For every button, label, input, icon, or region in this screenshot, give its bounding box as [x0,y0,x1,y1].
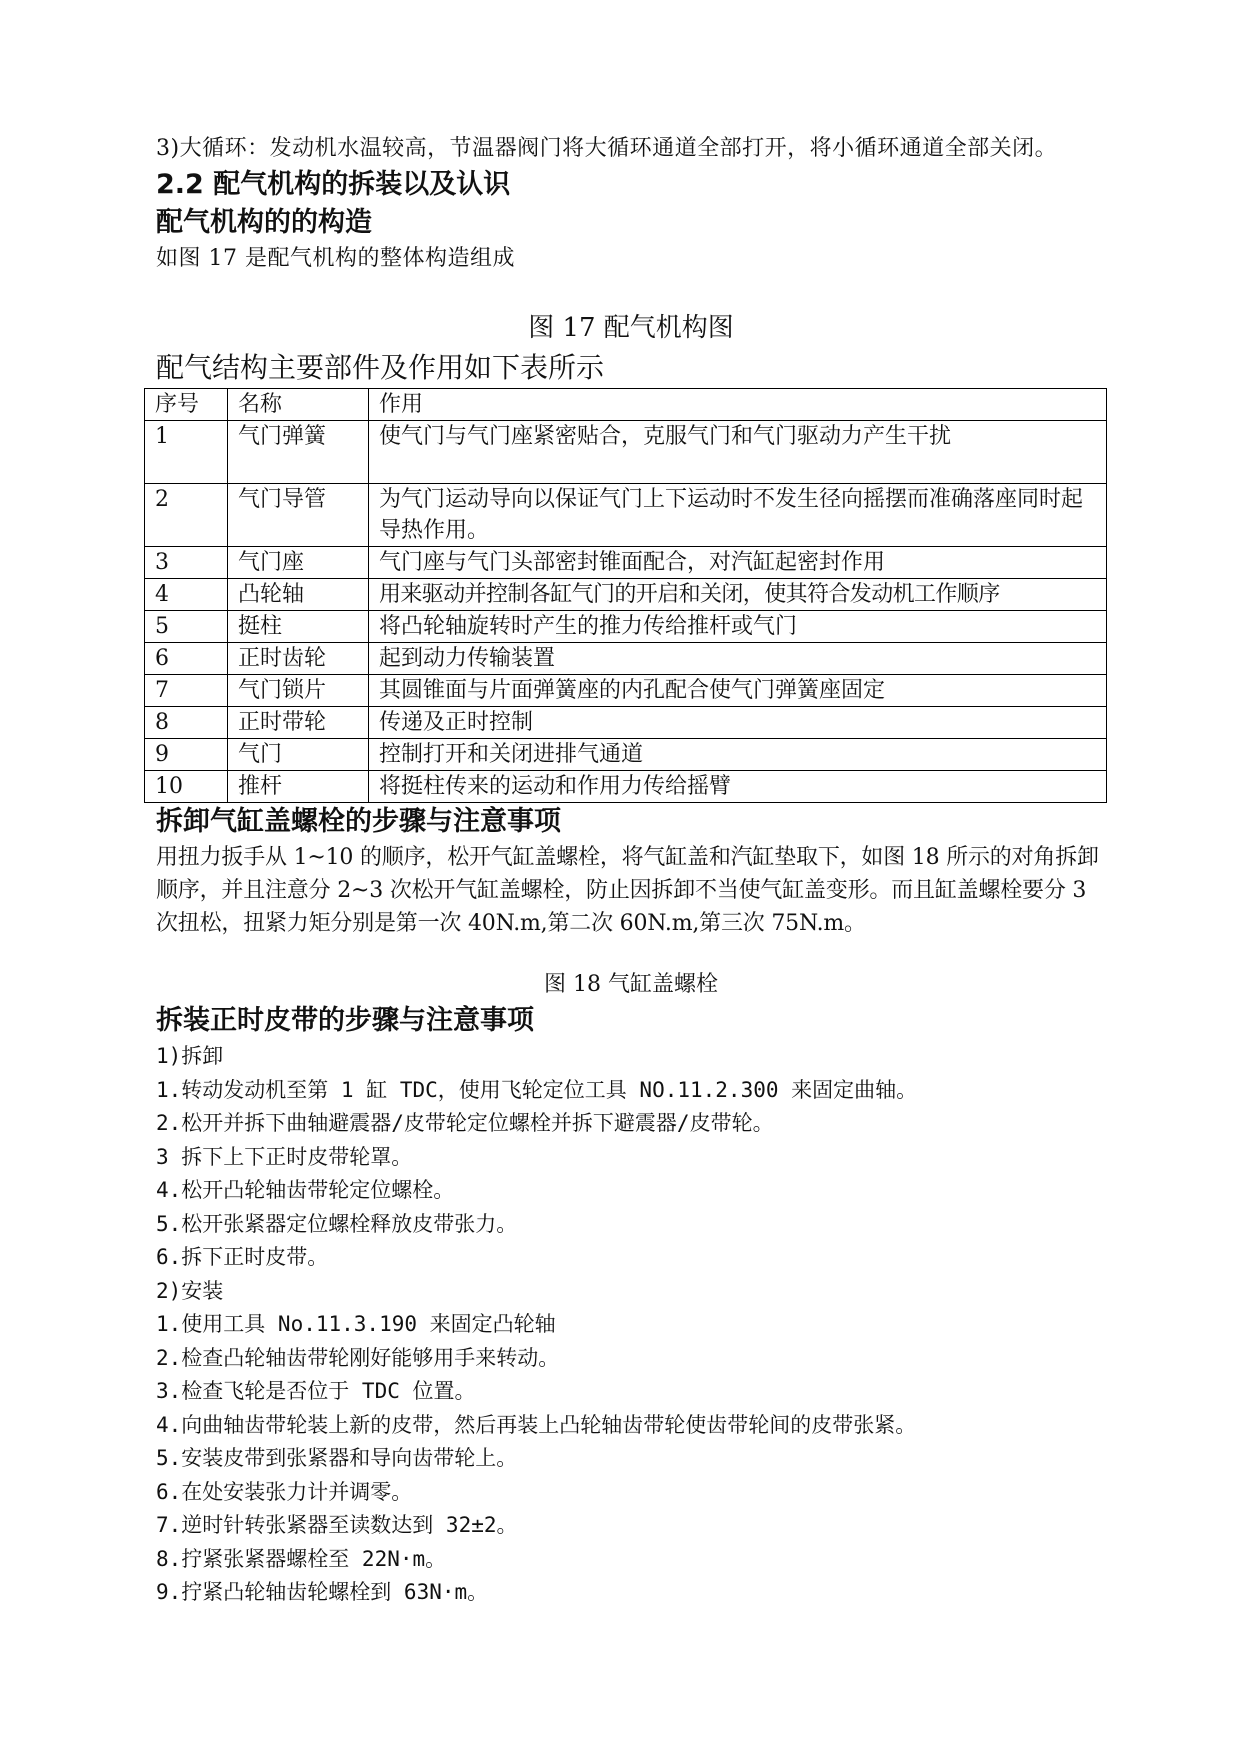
row-name: 推杆 [228,771,369,803]
row-index: 10 [145,771,228,803]
figure18-caption: 图 18 气缸盖螺栓 [544,972,718,997]
figure17-caption: 图 17 配气机构图 [528,313,734,343]
row-name: 挺柱 [228,611,369,643]
table-row [145,547,1107,579]
removal-step: 6.拆下正时皮带。 [156,1245,329,1269]
install-step: 6.在处安装张力计并调零。 [156,1479,413,1504]
structure-text: 如图 17 是配气机构的整体构造组成 [156,246,515,271]
row-function: 将凸轮轴旋转时产生的推力传给推杆或气门 [369,611,1107,643]
install-step: 9.拧紧凸轮轴齿轮螺栓到 63N·m。 [156,1580,489,1604]
table-row [145,675,1107,707]
table-row [145,771,1107,803]
head-bolts-text: 用扭力扳手从 1~10 的顺序，松开气缸盖螺栓，将气缸盖和汽缸垫取下，如图 18 所示的对角拆卸顺序，并且注意分 2~3 次松开气缸盖螺栓，防止因拆卸不当使气缸盖变形。而且缸盖螺栓要分 3 次扭松，扭紧力矩分别是第一次 40N.m,第二次 60N.m,第三次 75N.m。 [156,845,1099,936]
header-name: 名称 [228,389,369,421]
subheading-head-bolts: 拆卸气缸盖螺栓的步骤与注意事项 [156,806,561,837]
row-name: 气门锁片 [228,675,369,707]
table-row [145,707,1107,739]
removal-step: 1.转动发动机至第 1 缸 TDC，使用飞轮定位工具 NO.11.2.300 来固定曲轴。 [156,1077,918,1102]
row-function: 将挺柱传来的运动和作用力传给摇臂 [369,771,1107,803]
install-step: 3.检查飞轮是否位于 TDC 位置。 [156,1379,476,1403]
document-page [156,132,1106,1610]
removal-step: 3 拆下上下正时皮带轮罩。 [156,1144,413,1169]
row-index: 6 [145,643,228,675]
table-intro: 配气结构主要部件及作用如下表所示 [156,351,605,384]
table-row [145,579,1107,611]
row-name: 气门导管 [228,484,369,547]
install-step: 1.使用工具 No.11.3.190 来固定凸轮轴 [156,1312,556,1336]
row-function: 用来驱动并控制各缸气门的开启和关闭，使其符合发动机工作顺序 [369,579,1107,611]
row-index: 9 [145,739,228,771]
subheading-structure: 配气机构的的构造 [156,207,372,238]
install-step: 7.逆时针转张紧器至读数达到 32±2。 [156,1513,518,1537]
components-table [144,388,1107,803]
row-name: 正时带轮 [228,707,369,739]
row-name: 凸轮轴 [228,579,369,611]
row-function: 气门座与气门头部密封锥面配合，对汽缸起密封作用 [369,547,1107,579]
table-row [145,611,1107,643]
row-function: 起到动力传输装置 [369,643,1107,675]
install-step: 8.拧紧张紧器螺栓至 22N·m。 [156,1546,447,1571]
row-index: 8 [145,707,228,739]
install-step: 5.安装皮带到张紧器和导向齿带轮上。 [156,1446,518,1470]
row-function: 为气门运动导向以保证气门上下运动时不发生径向摇摆而准确落座同时起导热作用。 [369,484,1107,547]
row-index: 2 [145,484,228,547]
header-function: 作用 [369,389,1107,421]
row-name: 气门座 [228,547,369,579]
removal-title: 1)拆卸 [156,1044,224,1068]
row-function: 传递及正时控制 [369,707,1107,739]
row-name: 气门弹簧 [228,421,369,484]
removal-step: 2.松开并拆下曲轴避震器/皮带轮定位螺栓并拆下避震器/皮带轮。 [156,1111,774,1135]
header-index: 序号 [145,389,228,421]
subheading-belt: 拆装正时皮带的步骤与注意事项 [156,1005,534,1036]
row-index: 7 [145,675,228,707]
table-row [145,739,1107,771]
table-header-row [145,389,1107,421]
row-index: 3 [145,547,228,579]
row-index: 1 [145,421,228,484]
row-index: 5 [145,611,228,643]
intro-paragraph: 3)大循环：发动机水温较高，节温器阀门将大循环通道全部打开，将小循环通道全部关闭。 [156,136,1058,161]
table-row [145,421,1107,484]
install-step: 2.检查凸轮轴齿带轮刚好能够用手来转动。 [156,1345,560,1370]
table-row [145,643,1107,675]
section-heading: 2.2 配气机构的拆装以及认识 [156,169,511,200]
install-step: 4.向曲轴齿带轮装上新的皮带，然后再装上凸轮轴齿带轮使齿带轮间的皮带张紧。 [156,1412,917,1437]
row-index: 4 [145,579,228,611]
row-function: 其圆锥面与片面弹簧座的内孔配合使气门弹簧座固定 [369,675,1107,707]
removal-step: 4.松开凸轮轴齿带轮定位螺栓。 [156,1178,455,1202]
install-title: 2)安装 [156,1278,224,1303]
row-name: 气门 [228,739,369,771]
row-name: 正时齿轮 [228,643,369,675]
row-function: 使气门与气门座紧密贴合，克服气门和气门驱动力产生干扰 [369,421,1107,484]
row-function: 控制打开和关闭进排气通道 [369,739,1107,771]
removal-step: 5.松开张紧器定位螺栓释放皮带张力。 [156,1211,518,1236]
table-row [145,484,1107,547]
